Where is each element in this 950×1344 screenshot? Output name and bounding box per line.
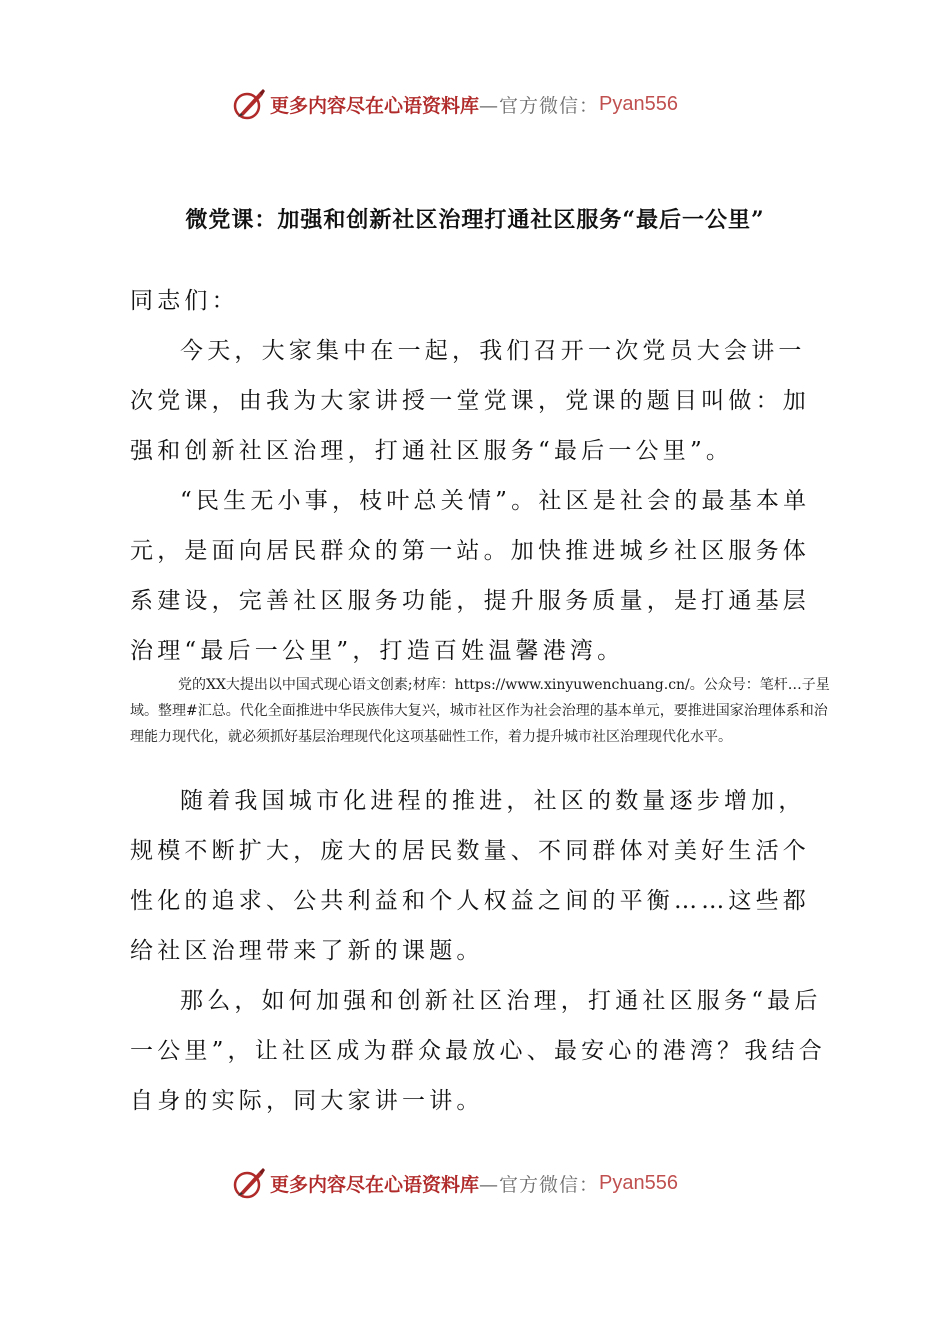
banner-wechat-label: —官方微信： <box>479 94 600 117</box>
paragraph-3: 随着我国城市化进程的推进，社区的数量逐步增加，规模不断扩大，庞大的居民数量、不同群体对美好生活个性化的追求、公共利益和个人权益之间的平衡……这些都给社区治理带来了新的课题。 <box>130 788 810 964</box>
paragraph-2: “民生无小事，枝叶总关情”。社区是社会的最基本单元，是面向居民群众的第一站。加快推进城乡社区服务体系建设，完善社区服务功能，提升服务质量，是打通基层治理“最后一公里”，打造百姓温馨港湾。 <box>130 488 811 664</box>
watermark-note: 党的XX大提出以中国式现心语文创素;材库：https://www.xinyuwenchuang.cn/。公众号：笔杆…子星域。整理#汇总。代化全面推进中华民族伟大复兴，城市社区作为社会治理的基本单元，要推进国家治理体系和治理能力现代化，就必须抓好基层治理现代化这项基础性工作，着力提升城市社区治理现代化水平。 <box>130 677 830 745</box>
footer-banner <box>232 1165 678 1201</box>
quill-pen-logo-icon <box>232 87 266 121</box>
header-banner <box>232 86 678 122</box>
footer-wechat-id: Pyan556 <box>599 1171 678 1194</box>
paragraph-1: 今天，大家集中在一起，我们召开一次党员大会讲一次党课，由我为大家讲授一堂党课，党课的题目叫做：加强和创新社区治理，打通社区服务“最后一公里”。 <box>130 338 810 464</box>
document-title: 微党课：加强和创新社区治理打通社区服务“最后一公里” <box>185 207 765 233</box>
paragraph-4: 那么，如何加强和创新社区治理，打通社区服务“最后一公里”，让社区成为群众最放心、最安心的港湾？我结合自身的实际，同大家讲一讲。 <box>130 988 826 1114</box>
footer-brand-text: 更多内容尽在心语资料库 <box>270 1173 480 1196</box>
banner-wechat-id: Pyan556 <box>599 92 678 115</box>
footer-wechat-label: —官方微信： <box>479 1173 600 1196</box>
banner-brand-text: 更多内容尽在心语资料库 <box>270 94 480 117</box>
quill-pen-logo-icon <box>232 1166 266 1200</box>
greeting: 同志们： <box>130 288 239 314</box>
